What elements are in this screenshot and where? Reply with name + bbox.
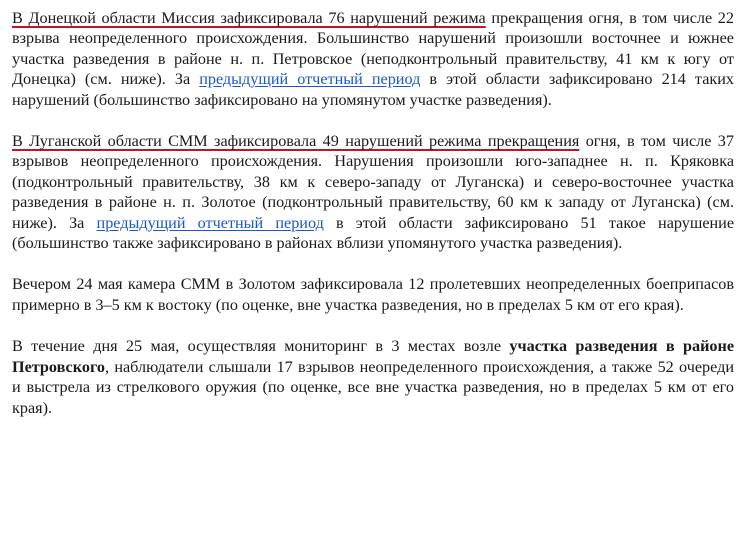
paragraph-text: Вечером 24 мая камера СММ в Золотом зафиксировала 12 пролетевших неопределенных боеприпасов примерно в 3–5 км к востоку (по оценке, вне участка разведения, но в пределах 5 км от его края).: [12, 275, 734, 314]
previous-period-link[interactable]: предыдущий отчетный период: [96, 213, 324, 232]
paragraph-text: в этой области зафиксировано 51 такое нарушение (большинство также зафиксировано в районах вблизи упомянутого участка разведения).: [12, 213, 735, 253]
paragraph-petrovske-monitoring: [12, 336, 734, 418]
highlighted-text: В Донецкой области Миссия зафиксировала 76 нарушений режима: [12, 9, 486, 27]
paragraph-text: , наблюдатели слышали 17 взрывов неопределенного происхождения, а также 52 очереди и выстрела из стрелкового оружия (по оценке, все вне участка разведения, но в пределах 5 км от его края).: [12, 357, 734, 417]
document-body: [12, 8, 734, 439]
bold-text: участка разведения в районе Петровского: [12, 337, 735, 376]
paragraph-text: В течение дня 25 мая, осуществляя мониторинг в 3 местах возле: [12, 337, 510, 356]
paragraph-text: огня, в том числе 37 взрывов неопределенного происхождения. Нарушения произошли юго-западнее н. п. Кряковка (подконтрольный правительству, 38 км к северо-западу от Луганска) и северо-восточнее участка разведения в районе н. п. Золотое (подконтрольный правительству, 60 км к западу от Луганска) (см. ниже). За: [12, 132, 734, 232]
paragraph-text: прекращения огня, в том числе 22 взрыва неопределенного происхождения. Большинство нарушений произошли восточнее и южнее участка разведения в районе н. п. Петровское (неподконтрольный правительству, 41 км к югу от Донецка) (см. ниже). За: [12, 9, 734, 89]
paragraph-zolote-camera: [12, 274, 734, 315]
paragraph-luhansk: [12, 131, 734, 253]
paragraph-donetsk: [12, 8, 734, 110]
paragraph-text: в этой области зафиксировано 214 таких нарушений (большинство зафиксировано на упомянутом участке разведения).: [12, 70, 735, 109]
previous-period-link[interactable]: предыдущий отчетный период: [199, 70, 421, 89]
highlighted-text: В Луганской области СММ зафиксировала 49 нарушений режима прекращения: [12, 132, 580, 151]
